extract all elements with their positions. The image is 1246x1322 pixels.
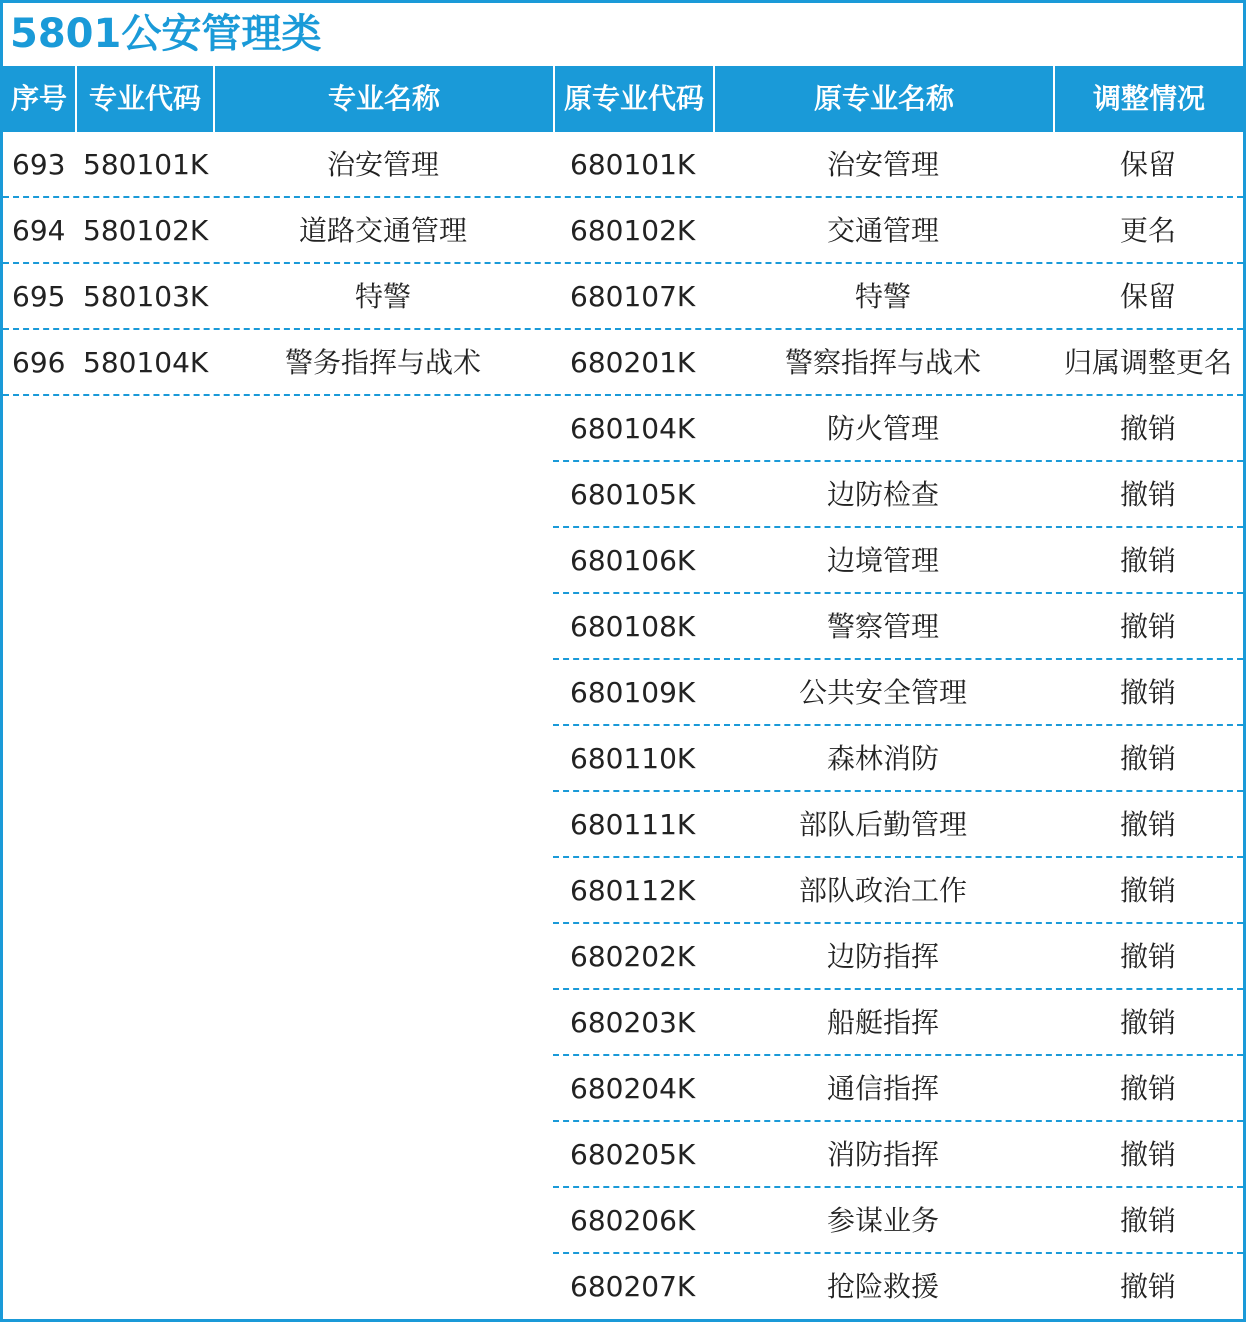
cell-name: 道路交通管理: [298, 214, 467, 247]
cell-orig-name: 通信指挥: [826, 1072, 939, 1105]
cell-orig-name: 森林消防: [826, 742, 939, 775]
cell-orig-code: 680203K: [570, 1006, 696, 1039]
cell-name: 治安管理: [326, 148, 439, 181]
header-name: 专业名称: [213, 66, 553, 132]
cell-status: 撤销: [1119, 1072, 1176, 1105]
cell-status: 保留: [1119, 148, 1176, 181]
table-row: [553, 528, 1243, 594]
cell-status: 撤销: [1119, 478, 1176, 511]
cell-code: 580101K: [83, 148, 209, 181]
table-row: [553, 990, 1243, 1056]
cell-orig-code: 680106K: [570, 544, 696, 577]
cell-orig-name: 特警: [854, 280, 911, 313]
header-orig-name: 原专业名称: [713, 66, 1053, 132]
cell-status: 撤销: [1119, 742, 1176, 775]
table-row: [553, 1122, 1243, 1188]
cell-orig-code: 680112K: [570, 874, 696, 907]
cell-status: 归属调整更名: [1063, 346, 1232, 379]
cell-orig-name: 防火管理: [826, 412, 939, 445]
table-row: [553, 396, 1243, 462]
cell-orig-code: 680108K: [570, 610, 696, 643]
cell-status: 撤销: [1119, 610, 1176, 643]
cell-orig-name: 消防指挥: [826, 1138, 939, 1171]
cell-status: 撤销: [1119, 874, 1176, 907]
cell-orig-code: 680205K: [570, 1138, 696, 1171]
table-row: [553, 924, 1243, 990]
cell-status: 撤销: [1119, 1270, 1176, 1303]
table-row: [3, 198, 1243, 264]
header-code: 专业代码: [75, 66, 213, 132]
cell-status: 撤销: [1119, 808, 1176, 841]
cell-status: 更名: [1119, 214, 1176, 247]
table-row: [553, 792, 1243, 858]
header-seq: 序号: [10, 82, 67, 115]
cell-seq: 693: [12, 148, 66, 181]
cell-code: 580102K: [83, 214, 209, 247]
cell-name: 警务指挥与战术: [284, 346, 481, 379]
table-row: [553, 1254, 1243, 1320]
table-row: [553, 1056, 1243, 1122]
cell-name: 特警: [354, 280, 411, 313]
table-row: [553, 660, 1243, 726]
table-row: [553, 594, 1243, 660]
cell-orig-name: 边防检查: [826, 478, 939, 511]
table-row: [553, 858, 1243, 924]
cell-orig-code: 680105K: [570, 478, 696, 511]
cell-status: 撤销: [1119, 676, 1176, 709]
cell-status: 保留: [1119, 280, 1176, 313]
cell-status: 撤销: [1119, 940, 1176, 973]
cell-orig-code: 680201K: [570, 346, 696, 379]
cell-orig-code: 680104K: [570, 412, 696, 445]
table-header: [3, 66, 1243, 132]
cell-orig-code: 680110K: [570, 742, 696, 775]
cell-status: 撤销: [1119, 1138, 1176, 1171]
cell-orig-code: 680202K: [570, 940, 696, 973]
table-row: [553, 1188, 1243, 1254]
cell-orig-name: 警察指挥与战术: [784, 346, 981, 379]
table-row: [553, 462, 1243, 528]
table-row: [553, 726, 1243, 792]
page-title: 5801公安管理类: [10, 11, 322, 57]
header-orig-code: 原专业代码: [553, 66, 713, 132]
cell-orig-name: 抢险救援: [826, 1270, 939, 1303]
cell-orig-code: 680111K: [570, 808, 696, 841]
cell-seq: 695: [12, 280, 66, 313]
cell-orig-code: 680101K: [570, 148, 696, 181]
cell-orig-code: 680204K: [570, 1072, 696, 1105]
cell-code: 580104K: [83, 346, 209, 379]
cell-orig-code: 680206K: [570, 1204, 696, 1237]
cell-orig-code: 680107K: [570, 280, 696, 313]
cell-orig-name: 边防指挥: [826, 940, 939, 973]
header-status: 调整情况: [1053, 66, 1243, 132]
cell-orig-name: 部队后勤管理: [798, 808, 967, 841]
cell-orig-name: 治安管理: [826, 148, 939, 181]
cell-orig-name: 边境管理: [826, 544, 939, 577]
cell-status: 撤销: [1119, 412, 1176, 445]
cell-orig-code: 680102K: [570, 214, 696, 247]
cell-status: 撤销: [1119, 1204, 1176, 1237]
table-row: [3, 132, 1243, 198]
cell-orig-name: 参谋业务: [826, 1204, 939, 1237]
cell-orig-name: 交通管理: [826, 214, 939, 247]
cell-code: 580103K: [83, 280, 209, 313]
cell-orig-name: 警察管理: [826, 610, 939, 643]
cell-orig-name: 公共安全管理: [798, 676, 967, 709]
cell-seq: 696: [12, 346, 66, 379]
cell-orig-code: 680109K: [570, 676, 696, 709]
cell-status: 撤销: [1119, 1006, 1176, 1039]
cell-orig-code: 680207K: [570, 1270, 696, 1303]
cell-orig-name: 船艇指挥: [826, 1006, 939, 1039]
cell-seq: 694: [12, 214, 66, 247]
table-row: [3, 330, 1243, 396]
cell-orig-name: 部队政治工作: [798, 874, 967, 907]
cell-status: 撤销: [1119, 544, 1176, 577]
table-row: [3, 264, 1243, 330]
